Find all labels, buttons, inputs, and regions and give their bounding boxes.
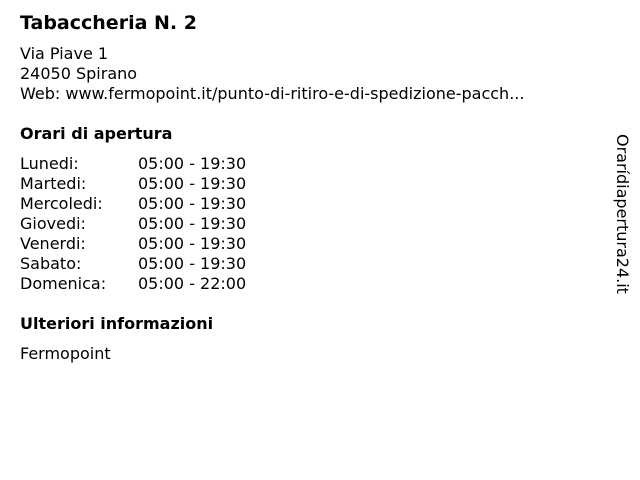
hours-row-tuesday	[20, 174, 320, 194]
day-label: Mercoledi:	[20, 194, 103, 213]
watermark-text: Orarídiapertura24.it	[613, 134, 632, 294]
hours-row-wednesday	[20, 194, 320, 214]
hours-row-sunday	[20, 274, 320, 294]
business-address	[20, 44, 524, 104]
web-link[interactable]: www.fermopoint.it/punto-di-ritiro-e-di-spedizione-pacch...	[65, 84, 525, 103]
opening-hours-list	[20, 154, 320, 294]
web-label: Web:	[20, 84, 61, 103]
time-range: 05:00 - 19:30	[138, 154, 247, 173]
time-range: 05:00 - 19:30	[138, 214, 247, 233]
day-label: Lunedi:	[20, 154, 79, 173]
time-range: 05:00 - 19:30	[138, 194, 247, 213]
additional-info-heading: Ulteriori informazioni	[20, 314, 214, 333]
business-name: Tabaccheria N. 2	[20, 12, 197, 34]
web-line	[20, 84, 524, 104]
address-street: Via Piave 1	[20, 44, 109, 63]
site-watermark	[612, 134, 632, 308]
hours-row-friday	[20, 234, 320, 254]
day-label: Giovedi:	[20, 214, 86, 233]
day-label: Martedi:	[20, 174, 87, 193]
day-label: Sabato:	[20, 254, 82, 273]
time-range: 05:00 - 19:30	[138, 234, 247, 253]
hours-row-monday	[20, 154, 320, 174]
hours-row-saturday	[20, 254, 320, 274]
address-city: 24050 Spirano	[20, 64, 138, 83]
time-range: 05:00 - 19:30	[138, 174, 247, 193]
time-range: 05:00 - 22:00	[138, 274, 247, 293]
opening-hours-heading: Orari di apertura	[20, 124, 173, 143]
day-label: Venerdi:	[20, 234, 86, 253]
day-label: Domenica:	[20, 274, 107, 293]
additional-info-value: Fermopoint	[20, 344, 111, 363]
hours-row-thursday	[20, 214, 320, 234]
time-range: 05:00 - 19:30	[138, 254, 247, 273]
